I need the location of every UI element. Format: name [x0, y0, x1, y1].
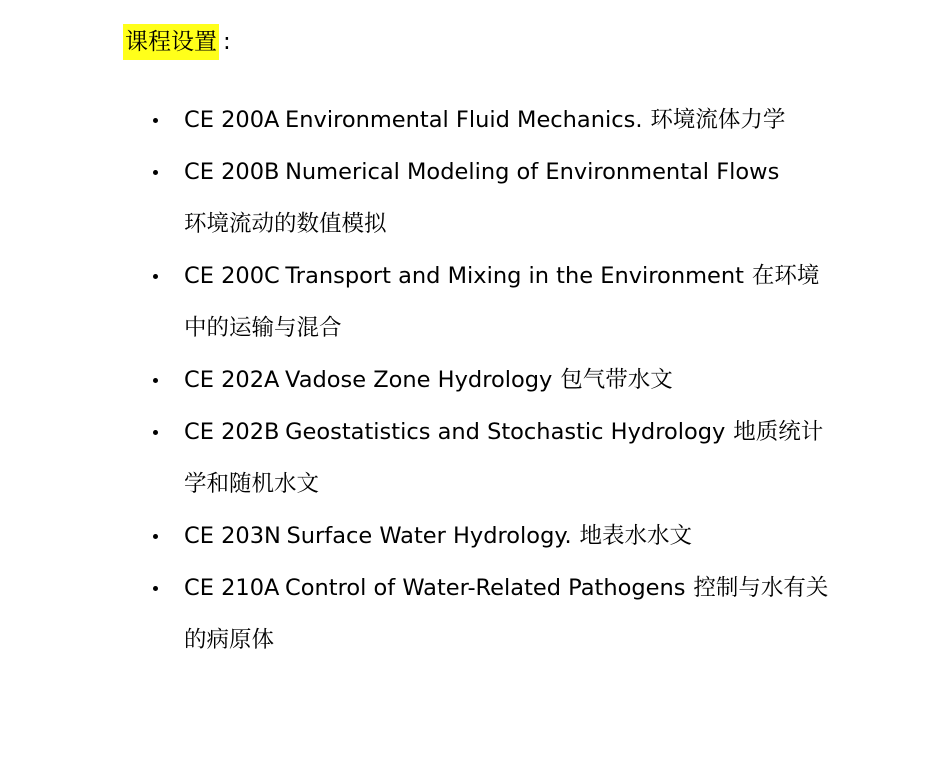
- course-code: CE 202B: [184, 419, 280, 445]
- course-code: CE 210A: [184, 575, 280, 601]
- course-item-ce202b: [150, 406, 840, 510]
- course-title: Environmental Fluid Mechanics.: [285, 107, 643, 133]
- course-chinese-title: 地质统计学和随机水文: [184, 419, 824, 497]
- course-title: Vadose Zone Hydrology: [285, 367, 553, 393]
- heading-title: 课程设置: [123, 24, 219, 60]
- course-code: CE 203N: [184, 523, 281, 549]
- course-code: CE 200C: [184, 263, 280, 289]
- course-item-ce200b: [150, 146, 840, 250]
- course-item-ce200c: [150, 250, 840, 354]
- bullet-icon: [153, 274, 158, 279]
- course-code: CE 202A: [184, 367, 280, 393]
- course-chinese-title: 环境流动的数值模拟: [184, 211, 387, 237]
- course-chinese-title: 地表水水文: [579, 523, 693, 549]
- section-heading: [123, 24, 231, 60]
- course-title: Numerical Modeling of Environmental Flows: [285, 159, 780, 185]
- course-chinese-title: 在环境中的运输与混合: [184, 263, 820, 341]
- course-chinese-title: 环境流体力学: [650, 107, 786, 133]
- bullet-icon: [153, 586, 158, 591]
- course-chinese-title: 包气带水文: [560, 367, 673, 393]
- course-title: Geostatistics and Stochastic Hydrology: [285, 419, 726, 445]
- course-title: Transport and Mixing in the Environment: [285, 263, 744, 289]
- bullet-icon: [153, 378, 158, 383]
- bullet-icon: [153, 118, 158, 123]
- heading-colon: :: [223, 29, 231, 55]
- course-item-ce200a: [150, 94, 840, 146]
- course-list: [150, 94, 840, 666]
- course-code: CE 200B: [184, 159, 280, 185]
- course-code: CE 200A: [184, 107, 280, 133]
- course-item-ce202a: [150, 354, 840, 406]
- bullet-icon: [153, 534, 158, 539]
- course-title: Control of Water-Related Pathogens: [285, 575, 686, 601]
- bullet-icon: [153, 170, 158, 175]
- bullet-icon: [153, 430, 158, 435]
- course-item-ce203n: [150, 510, 840, 562]
- course-chinese-title: 控制与水有关的病原体: [184, 575, 829, 653]
- course-title: Surface Water Hydrology.: [286, 523, 572, 549]
- course-item-ce210a: [150, 562, 840, 666]
